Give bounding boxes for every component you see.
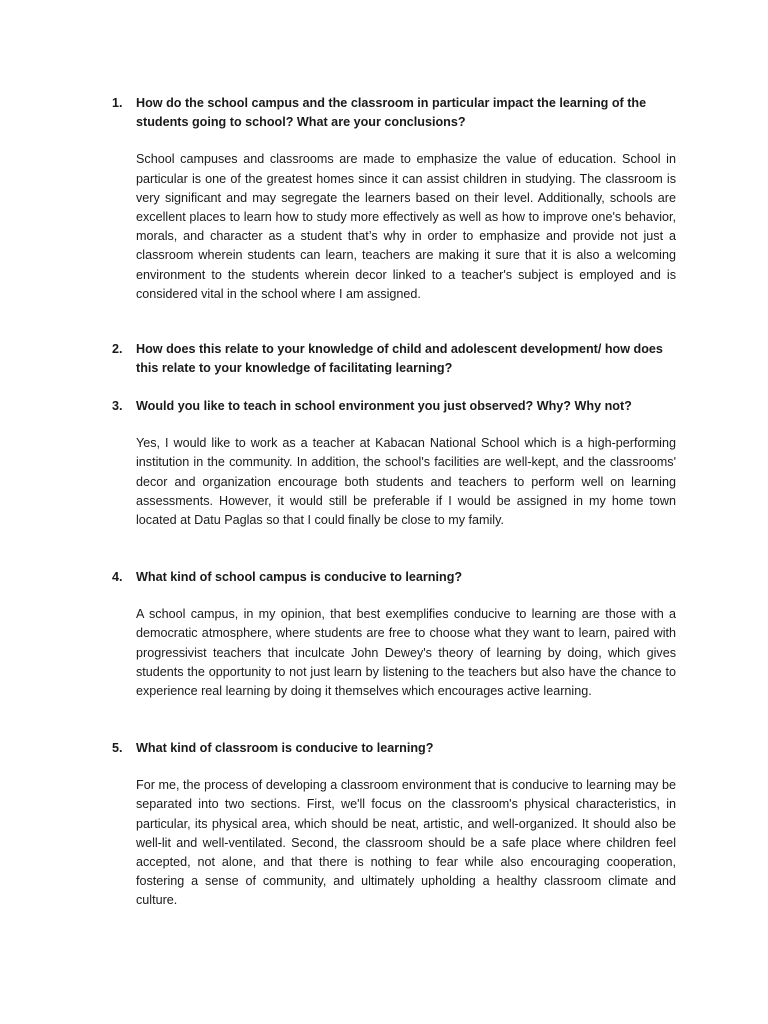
question-item-1 bbox=[108, 94, 676, 304]
question-item-4 bbox=[108, 568, 676, 701]
question-text: Would you like to teach in school environment you just observed? Why? Why not? bbox=[136, 399, 632, 413]
answer-5: For me, the process of developing a classroom environment that is conducive to learning may be separated into two sections. First, we'll focus on the classroom's physical characteristics, in particular, its physical area, which should be neat, artistic, and well-organized. It should also be well-lit and well-ventilated. Second, the classroom should be a safe place where children feel accepted, not alone, and that there is nothing to fear while also encouraging cooperation, fostering a sense of community, and ultimately upholding a healthy classroom climate and culture. bbox=[136, 778, 676, 908]
question-text: How does this relate to your knowledge of child and adolescent development/ how does this relate to your knowledge of facilitating learning? bbox=[136, 342, 663, 376]
question-number: 1. bbox=[112, 96, 123, 110]
question-number: 2. bbox=[112, 342, 123, 356]
question-2 bbox=[108, 340, 676, 378]
question-3 bbox=[108, 397, 676, 416]
question-number: 4. bbox=[112, 570, 123, 584]
question-number: 3. bbox=[112, 399, 123, 413]
question-text: How do the school campus and the classroom in particular impact the learning of the students going to school? What are your conclusions? bbox=[136, 96, 647, 130]
question-item-5 bbox=[108, 739, 676, 911]
answer-4: A school campus, in my opinion, that best exemplifies conducive to learning are those with a democratic atmosphere, where students are free to choose what they want to learn, paired with progressivist teachers that inculcate John Dewey's theory of learning by doing, which gives students the opportunity to not just learn by listening to the teachers but also have the chance to experience real learning by doing it themselves which encourages active learning. bbox=[136, 607, 676, 699]
question-1 bbox=[108, 94, 676, 132]
question-item-2 bbox=[108, 340, 676, 378]
question-4 bbox=[108, 568, 676, 587]
question-5 bbox=[108, 739, 676, 758]
answer-3: Yes, I would like to work as a teacher at Kabacan National School which is a high-performing institution in the community. In addition, the school's facilities are well-kept, and the classrooms' decor and organization encourage both students and teachers to perform well on learning assessments. However, it would still be preferable if I would be assigned in my home town located at Datu Paglas so that I could finally be close to my family. bbox=[136, 436, 676, 528]
question-text: What kind of classroom is conducive to learning? bbox=[136, 741, 434, 755]
answer-1: School campuses and classrooms are made to emphasize the value of education. School in particular is one of the greatest homes since it can assist children in studying. The classroom is very significant and may segregate the learners based on their level. Additionally, schools are excellent places to learn how to study more effectively as well as how to improve one's behavior, morals, and character as a student that’s why in order to emphasize and provide not just a classroom wherein students can learn, teachers are making it sure that it is also a welcoming environment to the students wherein decor linked to a teacher's subject is employed and is considered vital in the school where I am assigned. bbox=[136, 152, 676, 301]
question-item-3 bbox=[108, 397, 676, 530]
question-number: 5. bbox=[112, 741, 123, 755]
question-text: What kind of school campus is conducive to learning? bbox=[136, 570, 463, 584]
